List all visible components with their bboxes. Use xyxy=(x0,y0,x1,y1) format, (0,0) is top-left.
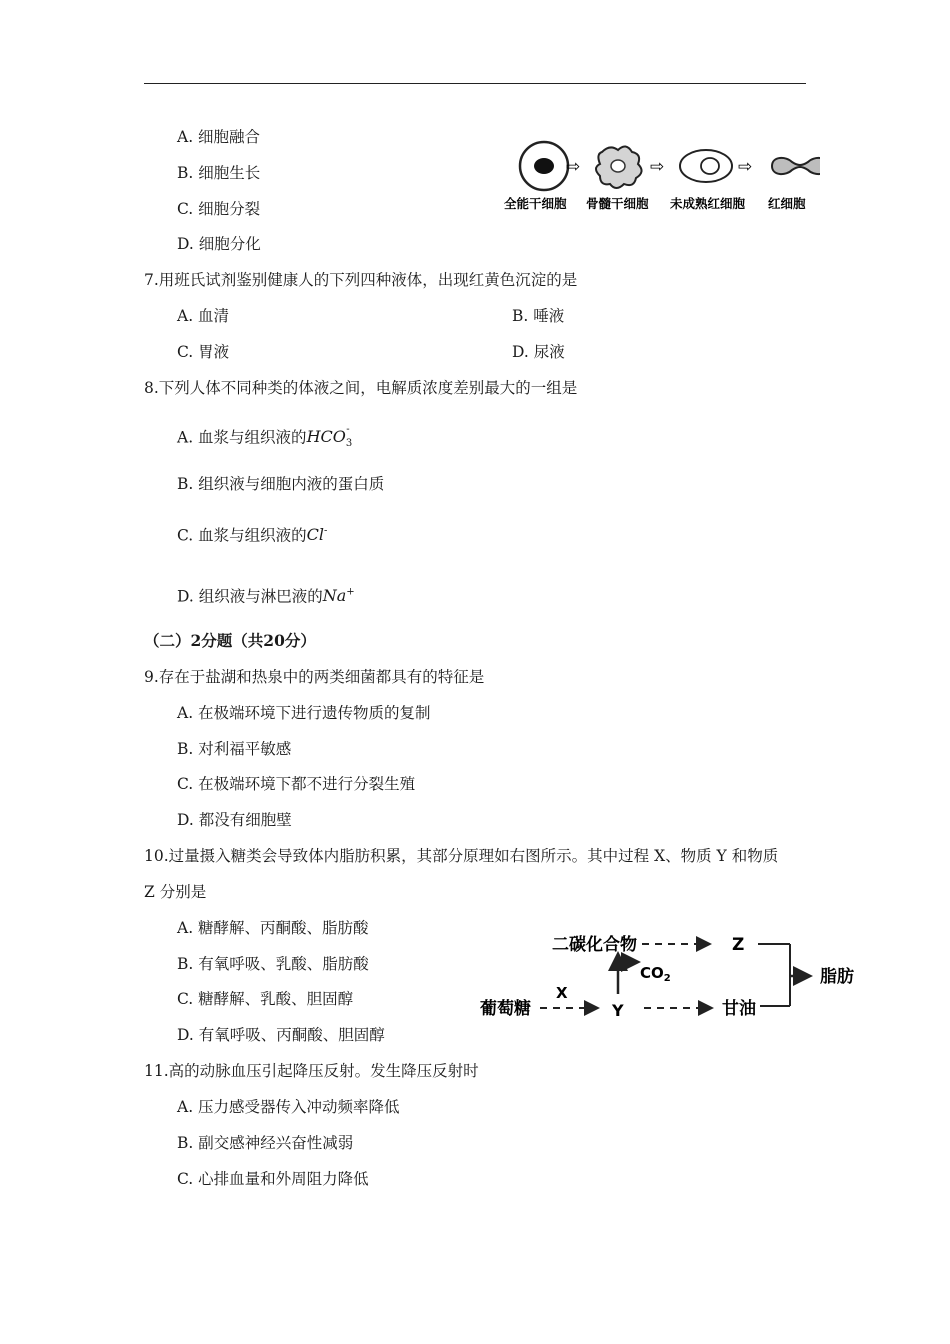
q7-option-d: D. 尿液 xyxy=(512,343,565,361)
q9-stem: 9.存在于盐湖和热泉中的两类细菌都具有的特征是 xyxy=(144,668,485,686)
header-rule xyxy=(144,83,806,84)
arrow-3: ⇨ xyxy=(738,157,753,177)
q10-stem-line1: 10.过量摄入糖类会导致体内脂肪积累，其部分原理如右图所示。其中过程 X、物质 Y 和物质 xyxy=(144,847,779,865)
q6-option-a: A. 细胞融合 xyxy=(177,128,261,146)
q8-option-c-text: C. 血浆与组织液的 xyxy=(177,526,307,545)
label-red-cell: 红细胞 xyxy=(768,196,806,211)
q7-option-b: B. 唾液 xyxy=(512,307,565,325)
arrow-1: ⇨ xyxy=(566,157,581,177)
bicarbonate-formula: $HCO_3^-$ xyxy=(306,424,353,450)
x-label: X xyxy=(556,984,568,1002)
q10-option-d: D. 有氧呼吸、丙酮酸、胆固醇 xyxy=(177,1026,385,1044)
q10-stem-line2: Z 分别是 xyxy=(144,883,207,901)
q7-option-c: C. 胃液 xyxy=(177,343,230,361)
q7-option-a: A. 血清 xyxy=(177,307,230,325)
fat-synthesis-diagram xyxy=(470,920,870,1030)
q9-option-d: D. 都没有细胞壁 xyxy=(177,811,292,829)
q11-option-c: C. 心排血量和外周阻力降低 xyxy=(177,1170,369,1188)
glycerol-label: 甘油 xyxy=(722,999,756,1019)
q9-option-c: C. 在极端环境下都不进行分裂生殖 xyxy=(177,775,416,793)
q9-option-b: B. 对利福平敏感 xyxy=(177,740,292,758)
immature-nucleus xyxy=(701,158,719,174)
red-blood-cell xyxy=(772,158,820,174)
co2-label: $CO_2$ xyxy=(640,964,671,984)
y-label: Y xyxy=(612,1001,624,1020)
q8-option-c xyxy=(177,522,327,545)
q6-option-b: B. 细胞生长 xyxy=(177,164,261,182)
q10-option-b: B. 有氧呼吸、乳酸、脂肪酸 xyxy=(177,955,369,973)
two-carbon-compound-label: 二碳化合物 xyxy=(552,935,637,955)
q11-option-b: B. 副交感神经兴奋性减弱 xyxy=(177,1134,354,1152)
sodium-formula: Na+ xyxy=(322,586,355,606)
q10-option-c: C. 糖酵解、乳酸、胆固醇 xyxy=(177,990,354,1008)
glucose-label: 葡萄糖 xyxy=(480,999,531,1019)
q8-option-a xyxy=(177,424,353,455)
q8-option-d xyxy=(177,583,355,606)
q8-option-d-text: D. 组织液与淋巴液的 xyxy=(177,587,323,606)
q8-option-a-text: A. 血浆与组织液的 xyxy=(177,428,307,447)
label-immature-red: 未成熟红细胞 xyxy=(670,196,746,211)
q8-option-b: B. 组织液与细胞内液的蛋白质 xyxy=(177,475,385,493)
fat-label: 脂肪 xyxy=(820,967,854,987)
q10-option-a: A. 糖酵解、丙酮酸、脂肪酸 xyxy=(177,919,369,937)
label-bone-marrow: 骨髓干细胞 xyxy=(586,196,649,211)
totipotent-nucleus xyxy=(534,158,554,174)
q6-option-d: D. 细胞分化 xyxy=(177,235,261,253)
section-2-title: （二）2分题（共20分） xyxy=(144,631,316,650)
bone-marrow-nucleus xyxy=(611,160,625,172)
label-totipotent: 全能干细胞 xyxy=(504,196,567,211)
q11-option-a: A. 压力感受器传入冲动频率降低 xyxy=(177,1098,400,1116)
arrow-2: ⇨ xyxy=(650,157,665,177)
q9-option-a: A. 在极端环境下进行遗传物质的复制 xyxy=(177,704,431,722)
q11-stem: 11.高的动脉血压引起降压反射。发生降压反射时 xyxy=(144,1062,479,1080)
z-label: Z xyxy=(732,935,745,955)
q6-option-c: C. 细胞分裂 xyxy=(177,200,261,218)
cell-differentiation-figure xyxy=(500,138,820,218)
co2-release-arrow xyxy=(618,962,636,994)
chloride-formula: Cl- xyxy=(306,525,328,545)
q7-stem: 7.用班氏试剂鉴别健康人的下列四种液体，出现红黄色沉淀的是 xyxy=(144,271,578,289)
q8-stem: 8.下列人体不同种类的体液之间，电解质浓度差别最大的一组是 xyxy=(144,379,578,397)
